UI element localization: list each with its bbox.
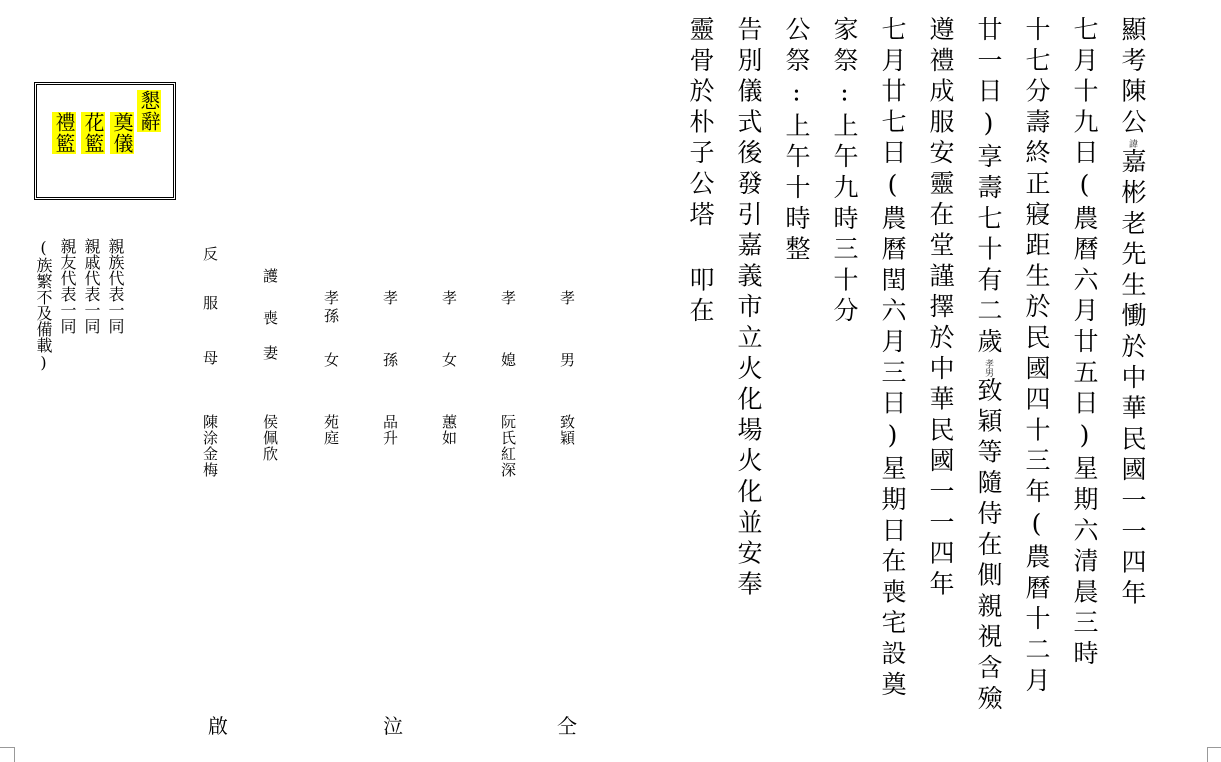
announcement-line-9: 告別儀式後發引嘉義市立火化場火化並安奉 [734,16,763,602]
announcement-line-3: 十七分壽終正寢距生於民國四十三年(農曆十二月 [1022,16,1051,698]
mourner-relation-1: 孝 [558,290,576,308]
announcement-line-1 [1108,16,1156,610]
announcement-line-10: 靈骨於朴子公塔 叩在 [686,16,715,328]
mourner-role-granddaughter: 女 [322,352,340,370]
mourner-name-5: 苑庭 [322,414,340,446]
announcement-line-4-start: 廿一日)享壽七十有二歲 [974,16,1003,359]
mourner-role-daughter-in-law: 媳 [499,352,517,370]
page-corner-mark-right [1207,747,1221,762]
mourner-relation-4: 孝 [381,290,399,308]
declined-item-3: 禮籃 [52,112,76,154]
relatives-clan: 親族代表一同 [106,238,125,334]
mourner-relation-5: 孝孫 [322,290,340,326]
footer-right: 仝 [557,714,577,738]
footer-left: 啟 [208,714,228,738]
mourner-name-3: 蕙如 [440,414,458,446]
filial-son-note: 孝男 [983,358,993,377]
page-corner-mark-left [0,747,15,762]
declined-header: 懇辭 [137,90,161,132]
relatives-kin: 親戚代表一同 [82,238,101,334]
announcement-line-7: 家祭:上午九時三十分 [830,16,859,328]
announcement-line-4-rest: 致穎等隨侍在側親視含殮 [974,376,1003,716]
taboo-name-note: 諱 [1127,139,1137,149]
announcement-line-5: 遵禮成服安靈在堂謹擇於中華民國一一四年 [926,16,955,602]
declined-item-1: 奠儀 [110,112,134,154]
mourner-role-mother: 服母 [201,295,219,405]
mourner-name-1: 致穎 [558,414,576,446]
mourner-relation-2: 孝 [499,290,517,308]
mourner-role-son: 男 [558,352,576,370]
mourner-role-daughter: 女 [440,352,458,370]
mourner-relation-3: 孝 [440,290,458,308]
mourner-name-4: 品升 [381,414,399,446]
footer-middle: 泣 [383,714,403,738]
announcement-line-4 [964,16,1012,716]
relatives-note: (族繁不及備載) [34,238,53,372]
announcement-line-1-start: 顯考陳公 [1118,16,1147,140]
announcement-line-8: 公祭:上午十時整 [782,16,811,267]
mourner-name-6: 侯佩欣 [261,414,279,462]
announcement-line-1-rest: 嘉彬老先生慟於中華民國一一四年 [1118,148,1147,611]
announcement-line-6: 七月廿七日(農曆閏六月三日)星期日在喪宅設奠 [878,16,907,702]
mourner-name-2: 阮氏紅深 [499,414,517,478]
mourner-role-grandson: 孫 [381,352,399,370]
mourner-name-7: 陳涂金梅 [201,414,219,478]
mourner-relation-7: 反 [201,246,219,264]
declined-item-2: 花籃 [81,112,105,154]
announcement-line-2: 七月十九日(農曆六月廿五日)星期六清晨三時 [1070,16,1099,671]
mourner-relation-6: 護 [261,268,279,286]
relatives-friends: 親友代表一同 [58,238,77,334]
mourner-role-wife: 喪妻 [261,310,279,380]
